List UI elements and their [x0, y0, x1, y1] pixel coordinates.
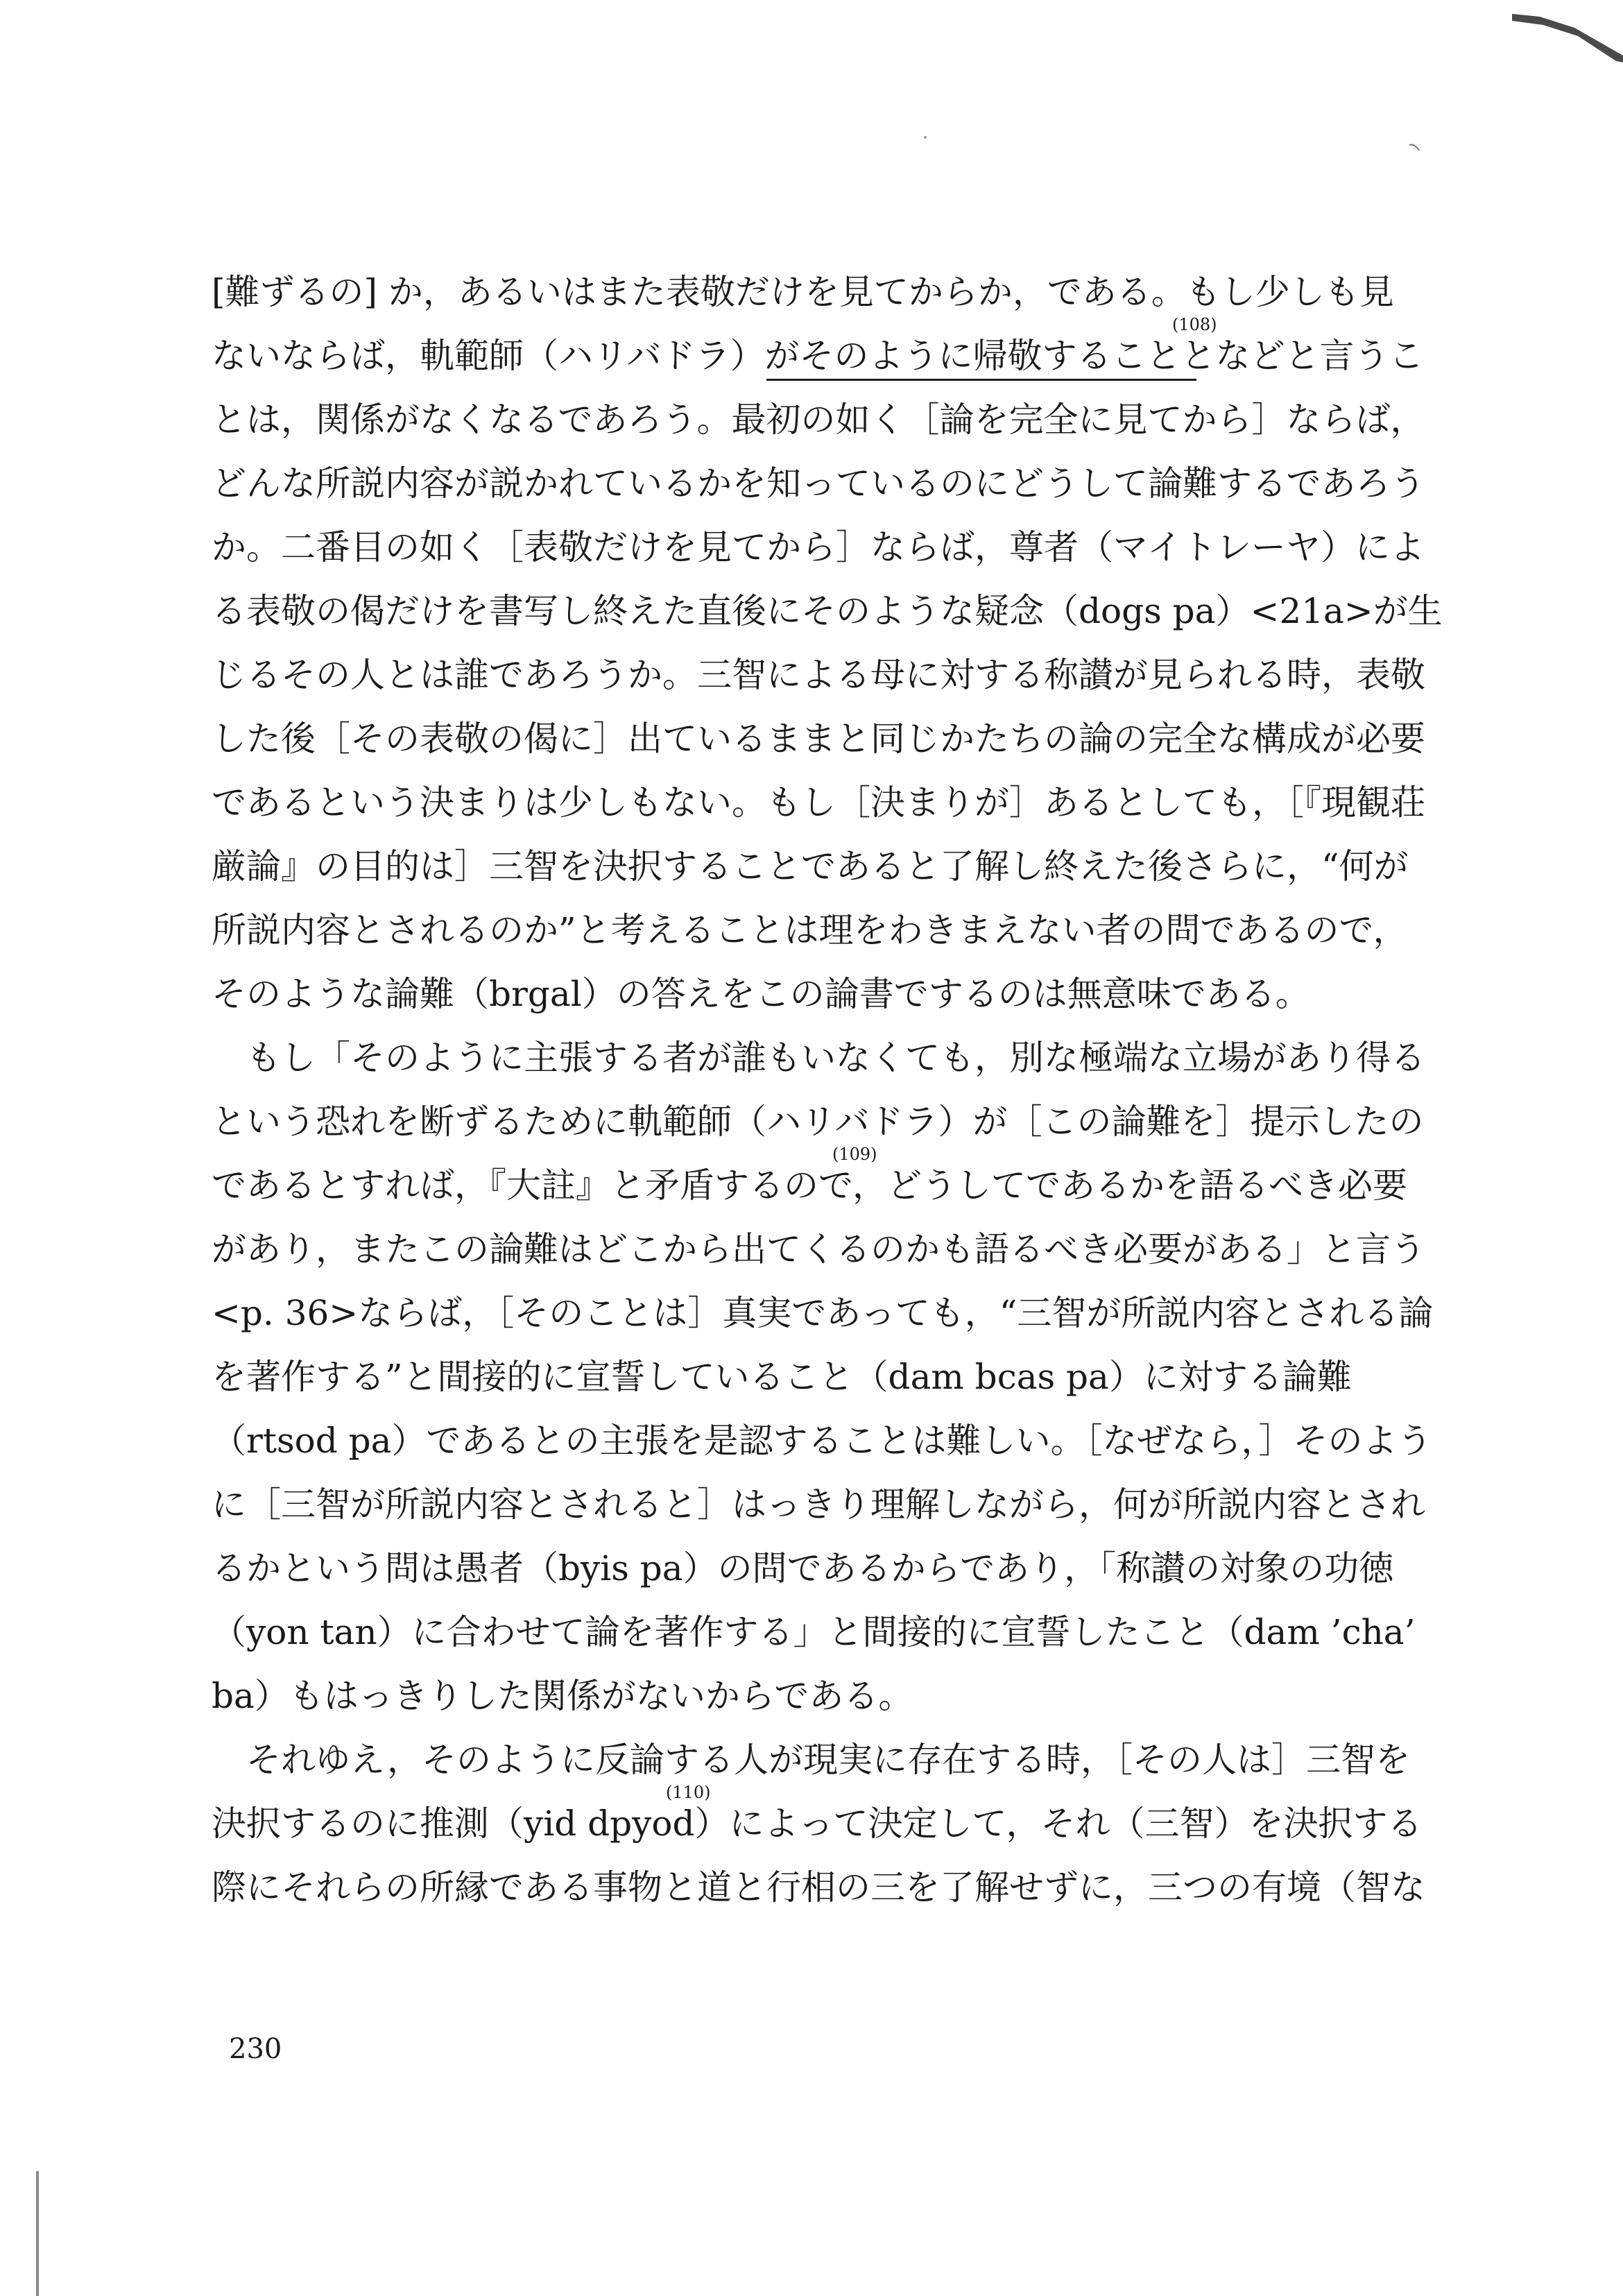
text-line: [難ずるの] か，あるいはまた表敬だけを見てからか，である。もし少しも見	[212, 272, 1394, 312]
text-line: であるという決まりは少しもない。もし［決まりが］あるとしても，［『現観荘	[212, 782, 1425, 823]
page-number: 230	[229, 2033, 282, 2065]
scan-edge-artifact	[1512, 0, 1623, 62]
text-line: それゆえ，そのように反論する人が現実に存在する時，［その人は］三智を	[246, 1740, 1410, 1780]
text-line: があり，またこの論難はどこから出てくるのかも語るべき必要がある」と言う	[212, 1229, 1425, 1269]
note-ref-108: (108)	[1172, 315, 1217, 334]
text-line: した後［その表敬の偈に］出ているままと同じかたちの論の完全な構成が必要	[212, 719, 1425, 759]
text-line: 厳論』の目的は］三智を決択することであると了解し終えた後さらに，“何が	[212, 846, 1409, 886]
text-line: る表敬の偈だけを書写し終えた直後にそのような疑念（dogs pa）<21a>が生	[212, 591, 1443, 631]
text-line: 決択するのに推測（yid dpyod）によって決定して，それ（三智）を決択する	[212, 1804, 1423, 1844]
text-line: どんな所説内容が説かれているかを知っているのにどうして論難するであろう	[212, 463, 1425, 504]
text-line: （rtsod pa）であるとの主張を是認することは難しい。［なぜなら，］そのよう	[212, 1421, 1432, 1461]
text-line: もし「そのように主張する者が誰もいなくても，別な極端な立場があり得る	[246, 1038, 1425, 1078]
text-line: <p. 36>ならば，［そのことは］真実であっても，“三智が所説内容とされる論	[212, 1293, 1434, 1333]
note-ref-109: (109)	[832, 1145, 877, 1164]
scan-dot-artifact	[924, 136, 927, 139]
text-line: を著作する”と間接的に宣誓していること（dam bcas pa）に対する論難	[212, 1357, 1352, 1397]
text-line: （yon tan）に合わせて論を著作する」と間接的に宣誓したこと（dam ’cha’	[212, 1612, 1416, 1652]
note-ref-110: (110)	[666, 1783, 711, 1802]
scan-mark-artifact	[1408, 142, 1422, 156]
text-line: るかという問は愚者（byis pa）の問であるからであり，「称讃の対象の功徳	[212, 1548, 1394, 1588]
text-underline	[766, 379, 1196, 381]
text-line: とは，関係がなくなるであろう。最初の如く［論を完全に見てから］ならば，	[212, 400, 1425, 440]
text-line: ないならば，軌範師（ハリバドラ）がそのように帰敬することとなどと言うこ	[212, 336, 1424, 376]
text-line: そのような論難（brgal）の答えをこの論書でするのは無意味である。	[212, 974, 1310, 1014]
binding-line-artifact	[36, 2171, 39, 2296]
text-line: 際にそれらの所縁である事物と道と行相の三を了解せずに，三つの有境（智な	[212, 1867, 1425, 1908]
text-line: ba）もはっきりした関係がないからである。	[212, 1676, 913, 1716]
text-line: じるその人とは誰であろうか。三智による母に対する称讃が見られる時，表敬	[212, 655, 1425, 695]
text-line: という恐れを断ずるために軌範師（ハリバドラ）が［この論難を］提示したの	[212, 1102, 1424, 1142]
text-line: であるとすれば，『大註』と矛盾するので，どうしてであるかを語るべき必要	[212, 1165, 1407, 1206]
text-line: か。二番目の如く［表敬だけを見てから］ならば，尊者（マイトレーヤ）によ	[212, 527, 1425, 567]
text-line: に［三智が所説内容とされると］はっきり理解しながら，何が所説内容とされ	[212, 1484, 1425, 1525]
text-line: 所説内容とされるのか”と考えることは理をわきまえない者の問であるので，	[212, 910, 1408, 950]
